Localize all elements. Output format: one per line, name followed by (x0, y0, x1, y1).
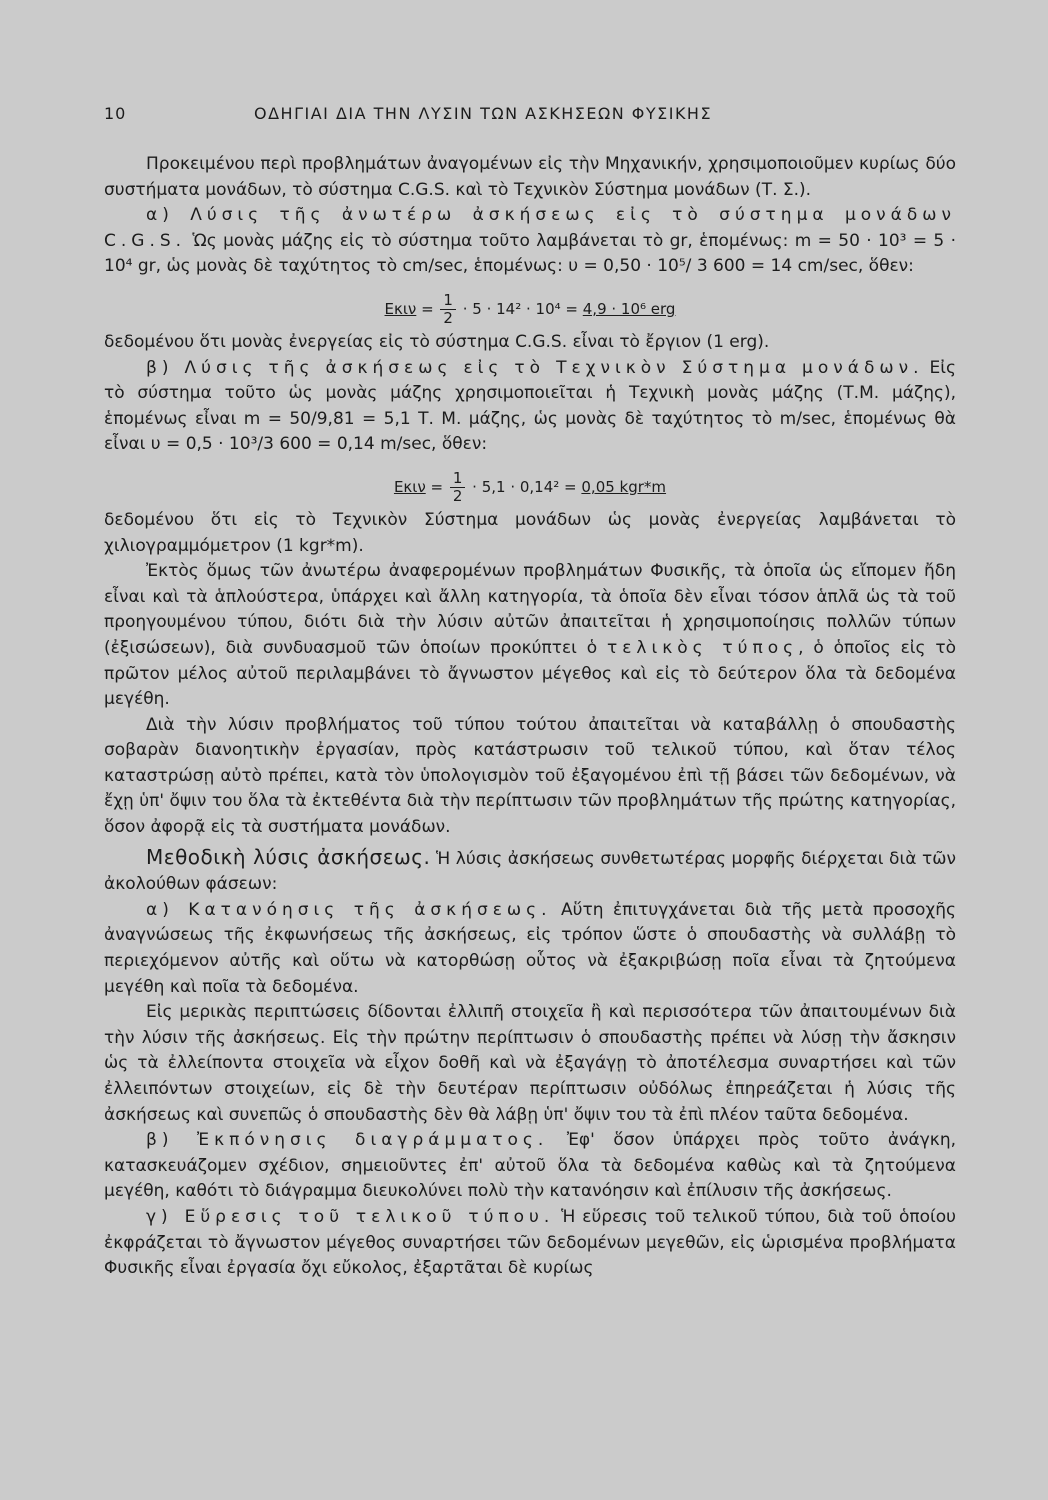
paragraph-missing-data: Εἰς μερικὰς περιπτώσεις δίδονται ἐλλιπῆ στοιχεῖα ἢ καὶ περισσότερα τῶν ἀπαιτουμένων διὰ τὴν λύσιν τῆς ἀσκήσεως. Εἰς τὴν πρώτην περίπτωσιν ὁ σπουδαστὴς πρέπει νὰ λύσῃ τὴν ἄσκησιν ὡς τὰ ἐλλείποντα στοιχεῖα νὰ εἶχον δοθῆ καὶ νὰ ἐξαγάγῃ τὸ ἀποτέλεσμα συναρτήσει καὶ τῶν ἐλλειπόντων στοιχείων, εἰς δὲ τὴν δευτέραν περίπτωσιν οὐδόλως ἐπηρεάζεται ἡ λύσις τῆς ἀσκήσεως καὶ συνεπῶς ὁ σπουδαστὴς δὲν θὰ λάβῃ ὑπ' ὄψιν του τὰ ἐπὶ πλέον ταῦτα δεδομένα. (104, 1002, 956, 1125)
paragraph-diagram (104, 1128, 956, 1205)
final-formula-term: τελικὸς τύπος (606, 637, 799, 658)
complex-text-a: Ἐκτὸς ὅμως τῶν ἀνωτέρω ἀναφερομένων προβλημάτων Φυσικῆς, τὰ ὁποῖα ὡς εἴπομεν ἤδη εἶναι καὶ τὰ ἁπλούστερα, ὑπάρχει καὶ ἄλλη κατηγορία, τὰ ὁποῖα δὲν εἶναι τόσον ἁπλᾶ ὡς τὰ τοῦ προηγουμένου τύπου, διότι διὰ τὴν λύσιν αὐτῶν ἀπαιτεῖται ἡ χρησιμοποίησις πολλῶν τύπων (ἐξισώσεων), διὰ συνδυασμοῦ τῶν ὁποίων προκύπτει ὁ (104, 561, 956, 658)
paragraph-erg-note: δεδομένου ὅτι μονὰς ἐνεργείας εἰς τὸ σύστημα C.G.S. εἶναι τὸ ἔργιον (1 erg). (104, 331, 770, 352)
eq2-denominator: 2 (452, 486, 463, 505)
eq1-fraction (440, 292, 456, 327)
eq1-middle: · 5 · 14² · 10⁴ = (462, 299, 578, 318)
cgs-lead: α) Λύσις τῆς ἀνωτέρω ἀσκήσεως εἰς τὸ σύστημα μονάδων C.G.S. (104, 205, 956, 251)
paragraph-complex-problems (104, 559, 956, 713)
paragraph-understanding (104, 898, 956, 1000)
paragraph-method-heading (104, 845, 956, 898)
eq1-result: 4,9 · 10⁶ erg (582, 299, 676, 318)
page-title: ΟΔΗΓΙΑΙ ΔΙΑ ΤΗΝ ΛΥΣΙΝ ΤΩΝ ΑΣΚΗΣΕΩΝ ΦΥΣΙΚΗΣ (254, 104, 713, 123)
technical-lead: β) Λύσις τῆς ἀσκήσεως εἰς τὸ Τεχνικὸν Σύστημα μονάδων. (146, 357, 924, 378)
body-text (104, 152, 956, 1282)
paragraph-intro: Προκειμένου περὶ προβλημάτων ἀναγομένων εἰς τὴν Μηχανικήν, χρησιμοποιοῦμεν κυρίως δύο συστήματα μονάδων, τὸ σύστημα C.G.S. καὶ τὸ Τεχνικὸν Σύστημα μονάδων (Τ. Σ.). (104, 154, 956, 200)
method-text: Ἡ λύσις ἀσκήσεως συνθετωτέρας μορφῆς διέρχεται διὰ τῶν ἀκολούθων φάσεων: (104, 848, 956, 895)
paragraph-final-formula (104, 1205, 956, 1282)
page-number: 10 (104, 104, 127, 123)
diagram-lead: β) Ἐκπόνησις διαγράμματος. (146, 1130, 549, 1151)
paragraph-kgrm-note: δεδομένου ὅτι εἰς τὸ Τεχνικὸν Σύστημα μονάδων ὡς μονὰς ἐνεργείας λαμβάνεται τὸ χιλιογραμμόμετρον (1 kgr*m). (104, 509, 956, 556)
eq1-denominator: 2 (443, 308, 453, 327)
paragraph-student-effort: Διὰ τὴν λύσιν προβλήματος τοῦ τύπου τούτου ἀπαιτεῖται νὰ καταβάλλῃ ὁ σπουδαστὴς σοβαρὰν διανοητικὴν ἐργασίαν, πρὸς κατάστρωσιν τοῦ τελικοῦ τύπου, καὶ ὅταν τέλος καταστρώσῃ αὐτὸ πρέπει, κατὰ τὸν ὑπολογισμὸν τοῦ ἐξαγομένου ἐπὶ τῇ βάσει τῶν δεδομένων, νὰ ἔχῃ ὑπ' ὄψιν του ὅλα τὰ ἐκτεθέντα διὰ τὴν περίπτωσιν τῶν προβλημάτων τῆς πρώτης κατηγορίας, ὅσον ἀφορᾷ εἰς τὰ συστήματα μονάδων. (104, 714, 956, 838)
eq2-middle: · 5,1 · 0,14² = (472, 477, 577, 496)
diagram-text: Ἐφ' ὅσον ὑπάρχει πρὸς τοῦτο ἀνάγκη, κατασκευάζομεν σχέδιον, σημειοῦντες ἐπ' αὐτοῦ ὅλα τὰ δεδομένα καθὼς καὶ τὰ ζητούμενα μεγέθη, καθότι τὸ διάγραμμα διευκολύνει πολὺ τὴν κατανόησιν καὶ ἐπίλυσιν τῆς ἀσκήσεως. (104, 1130, 956, 1202)
technical-text: Εἰς τὸ σύστημα τοῦτο ὡς μονὰς μάζης χρησιμοποιεῖται ἡ Τεχνικὴ μονὰς μάζης (Τ.Μ. μάζης), ἑπομένως εἶναι m = 50/9,81 = 5,1 Τ. Μ. μάζης, ὡς μονὰς δὲ ταχύτητος τὸ m/sec, ἑπομένως θὰ εἶναι υ = 0,5 · 10³/3 600 = 0,14 m/sec, ὅθεν: (104, 357, 957, 455)
understanding-lead: α) Κατανόησις τῆς ἀσκήσεως. (146, 899, 552, 920)
section-heading: Μεθοδικὴ λύσις ἀσκήσεως. (146, 844, 431, 869)
eq2-lhs: Εκιν (393, 477, 426, 496)
complex-text-b: , ὁ ὁποῖος εἰς τὸ πρῶτον μέλος αὐτοῦ περιλαμβάνει τὸ ἄγνωστον μέγεθος καὶ εἰς τὸ δεύτερον ὅλα τὰ δεδομένα μεγέθη. (104, 637, 956, 710)
running-header (104, 104, 958, 132)
paragraph-technical-solution (104, 356, 956, 458)
final-formula-text: Ἡ εὕρεσις τοῦ τελικοῦ τύπου, διὰ τοῦ ὁποίου ἐκφράζεται τὸ ἄγνωστον μέγεθος συναρτήσει τῶν δεδομένων μεγεθῶν, εἰς ὡρισμένα προβλήματα Φυσικῆς εἶναι ἐργασία ὄχι εὔκολος, ἐξαρτᾶται δὲ κυρίως (104, 1206, 956, 1279)
paragraph-cgs-solution (104, 203, 956, 280)
equation-cgs: Εκιν = $\frac{1}{2}$ · 5 · 14² · 10⁴ = 4,9 · 10⁶ erg (384, 290, 676, 327)
equation-technical: Εκιν = $\frac{1}{2}$ · 5,1 · 0,14² = 0,05 kgr*m (393, 468, 667, 505)
understanding-text: Αὕτη ἐπιτυγχάνεται διὰ τῆς μετὰ προσοχῆς ἀναγνώσεως τῆς ἐκφωνήσεως τῆς ἀσκήσεως, εἰς τρόπον ὥστε ὁ σπουδαστὴς νὰ συλλάβῃ τὸ περιεχόμενον αὐτῆς καὶ οὕτω νὰ κατορθώσῃ οὗτος νὰ ἐξακριβώσῃ ποῖα εἶναι τὰ ζητούμενα μεγέθη καὶ ποῖα τὰ δεδομένα. (104, 899, 956, 997)
eq1-numerator: 1 (440, 292, 456, 310)
eq2-fraction (450, 470, 466, 505)
eq2-numerator: 1 (450, 470, 466, 488)
cgs-text: Ὡς μονὰς μάζης εἰς τὸ σύστημα τοῦτο λαμβάνεται τὸ gr, ἑπομένως: m = 50 · 10³ = 5 · 10⁴ gr, ὡς μονὰς δὲ ταχύτητος τὸ cm/sec, ἑπομένως: υ = 0,50 · 10⁵/ 3 600 = 14 cm/sec, ὅθεν: (104, 230, 956, 277)
eq1-lhs: Εκιν (384, 299, 417, 318)
final-formula-lead: γ) Εὕρεσις τοῦ τελικοῦ τύπου. (146, 1206, 555, 1227)
eq2-result: 0,05 kgr*m (581, 477, 667, 496)
